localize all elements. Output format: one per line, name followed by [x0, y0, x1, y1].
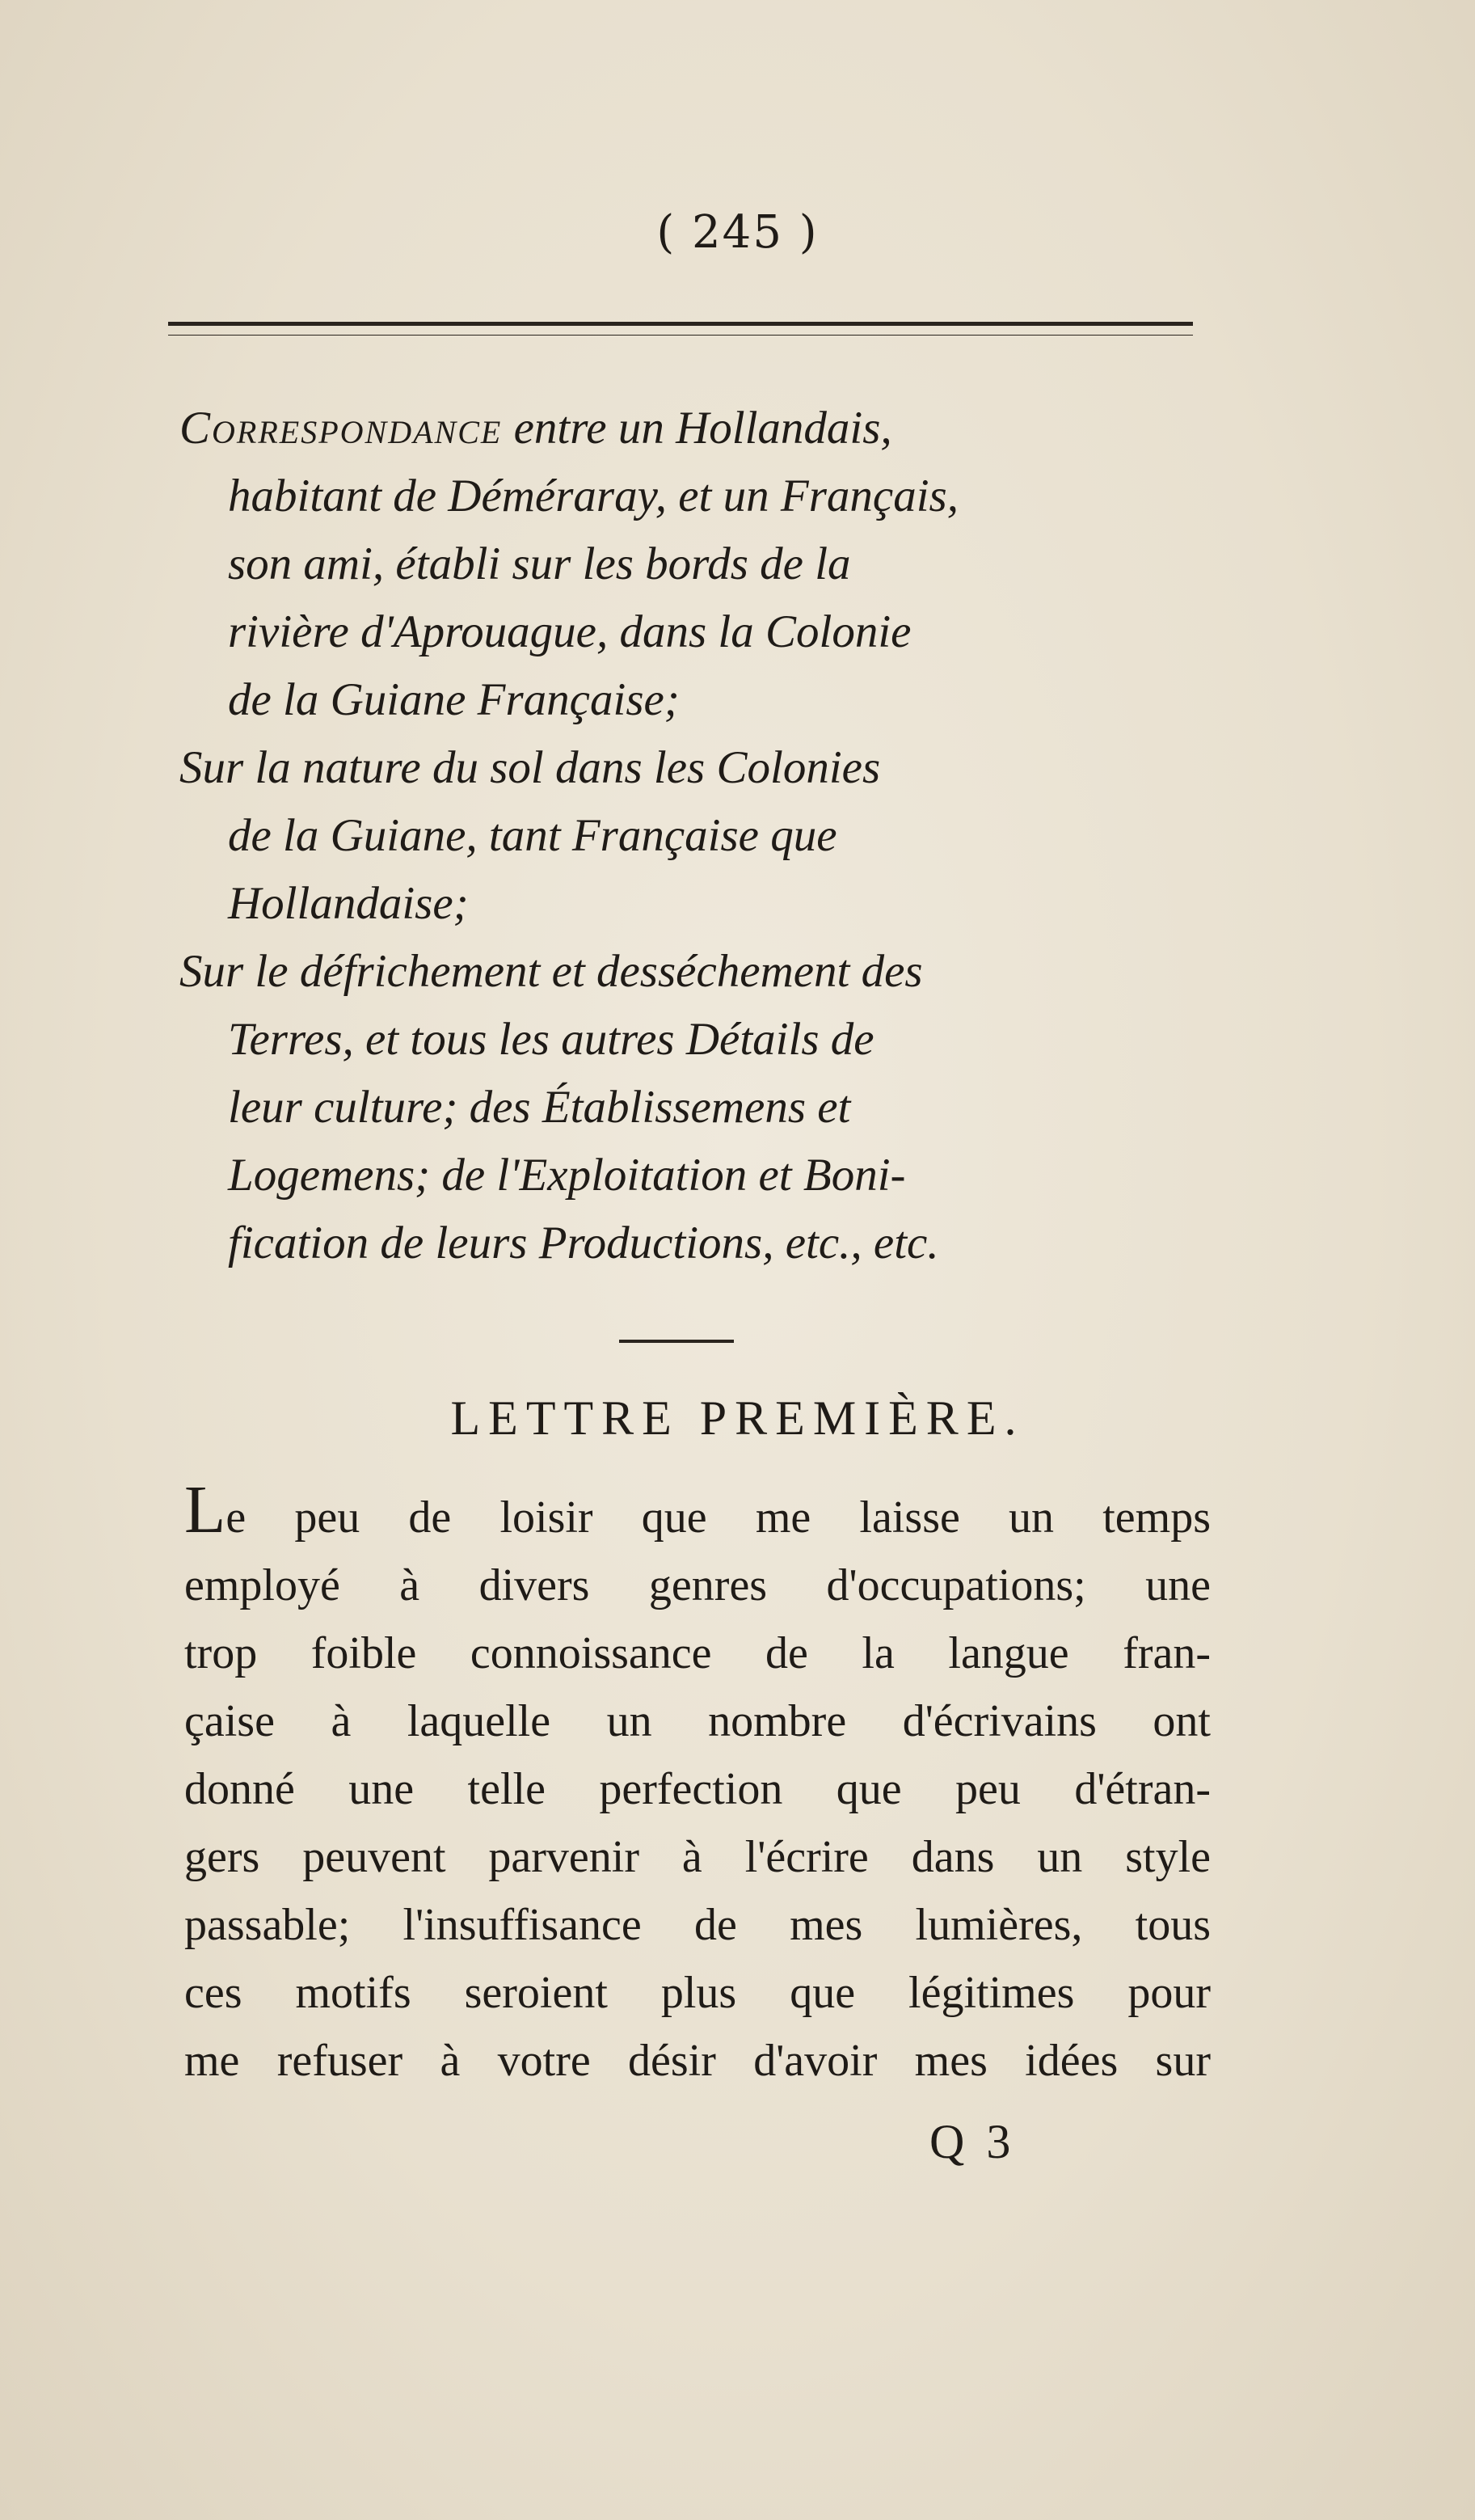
- title-line: Sur le défrichement et desséchement des: [179, 946, 923, 997]
- body-line: me refuser à votre désir d'avoir mes idées sur: [184, 2036, 1211, 2086]
- title-line: rivière d'Aprouague, dans la Colonie: [228, 606, 912, 657]
- title-line: Terres, et tous les autres Détails de: [228, 1014, 874, 1065]
- title-line: de la Guiane, tant Française que: [228, 810, 837, 861]
- body-line: employé à divers genres d'occupations; une: [184, 1560, 1211, 1610]
- body-line: gers peuvent parvenir à l'écrire dans un style: [184, 1832, 1211, 1882]
- drop-cap: L: [184, 1472, 226, 1547]
- title-line: son ami, établi sur les bords de la: [228, 538, 851, 589]
- title-line: Logemens; de l'Exploitation et Boni-: [228, 1150, 906, 1201]
- title-lead: Correspondance: [179, 403, 503, 454]
- letter-heading: LETTRE PREMIÈRE.: [450, 1391, 1025, 1445]
- body-line: donné une telle perfection que peu d'étran-: [184, 1764, 1211, 1814]
- title-line: habitant de Déméraray, et un Français,: [228, 471, 959, 521]
- body-line: Le peu de loisir que me laisse un temps: [184, 1472, 1211, 1547]
- signature-mark: Q 3: [929, 2115, 1016, 2168]
- section-title: [179, 395, 1214, 1277]
- title-line: leur culture; des Établissemens et: [228, 1082, 851, 1133]
- title-line: Sur la nature du sol dans les Colonies: [179, 742, 881, 793]
- body-line: ces motifs seroient plus que légitimes pour: [184, 1968, 1211, 2018]
- section-divider: [619, 1340, 734, 1343]
- title-line: Correspondance entre un Hollandais,: [179, 403, 892, 454]
- body-line: passable; l'insuffisance de mes lumières, tous: [184, 1900, 1211, 1950]
- body-text: [184, 1472, 1211, 2095]
- body-line: trop foible connoissance de la langue fran-: [184, 1628, 1211, 1678]
- title-line: de la Guiane Française;: [228, 674, 680, 725]
- page-number: ( 245 ): [656, 206, 819, 259]
- title-line: fication de leurs Productions, etc., etc.: [228, 1218, 939, 1268]
- body-line: çaise à laquelle un nombre d'écrivains ont: [184, 1696, 1211, 1746]
- header-rule-thin: [168, 335, 1193, 336]
- title-line: Hollandaise;: [228, 878, 469, 929]
- header-rule: [168, 322, 1193, 326]
